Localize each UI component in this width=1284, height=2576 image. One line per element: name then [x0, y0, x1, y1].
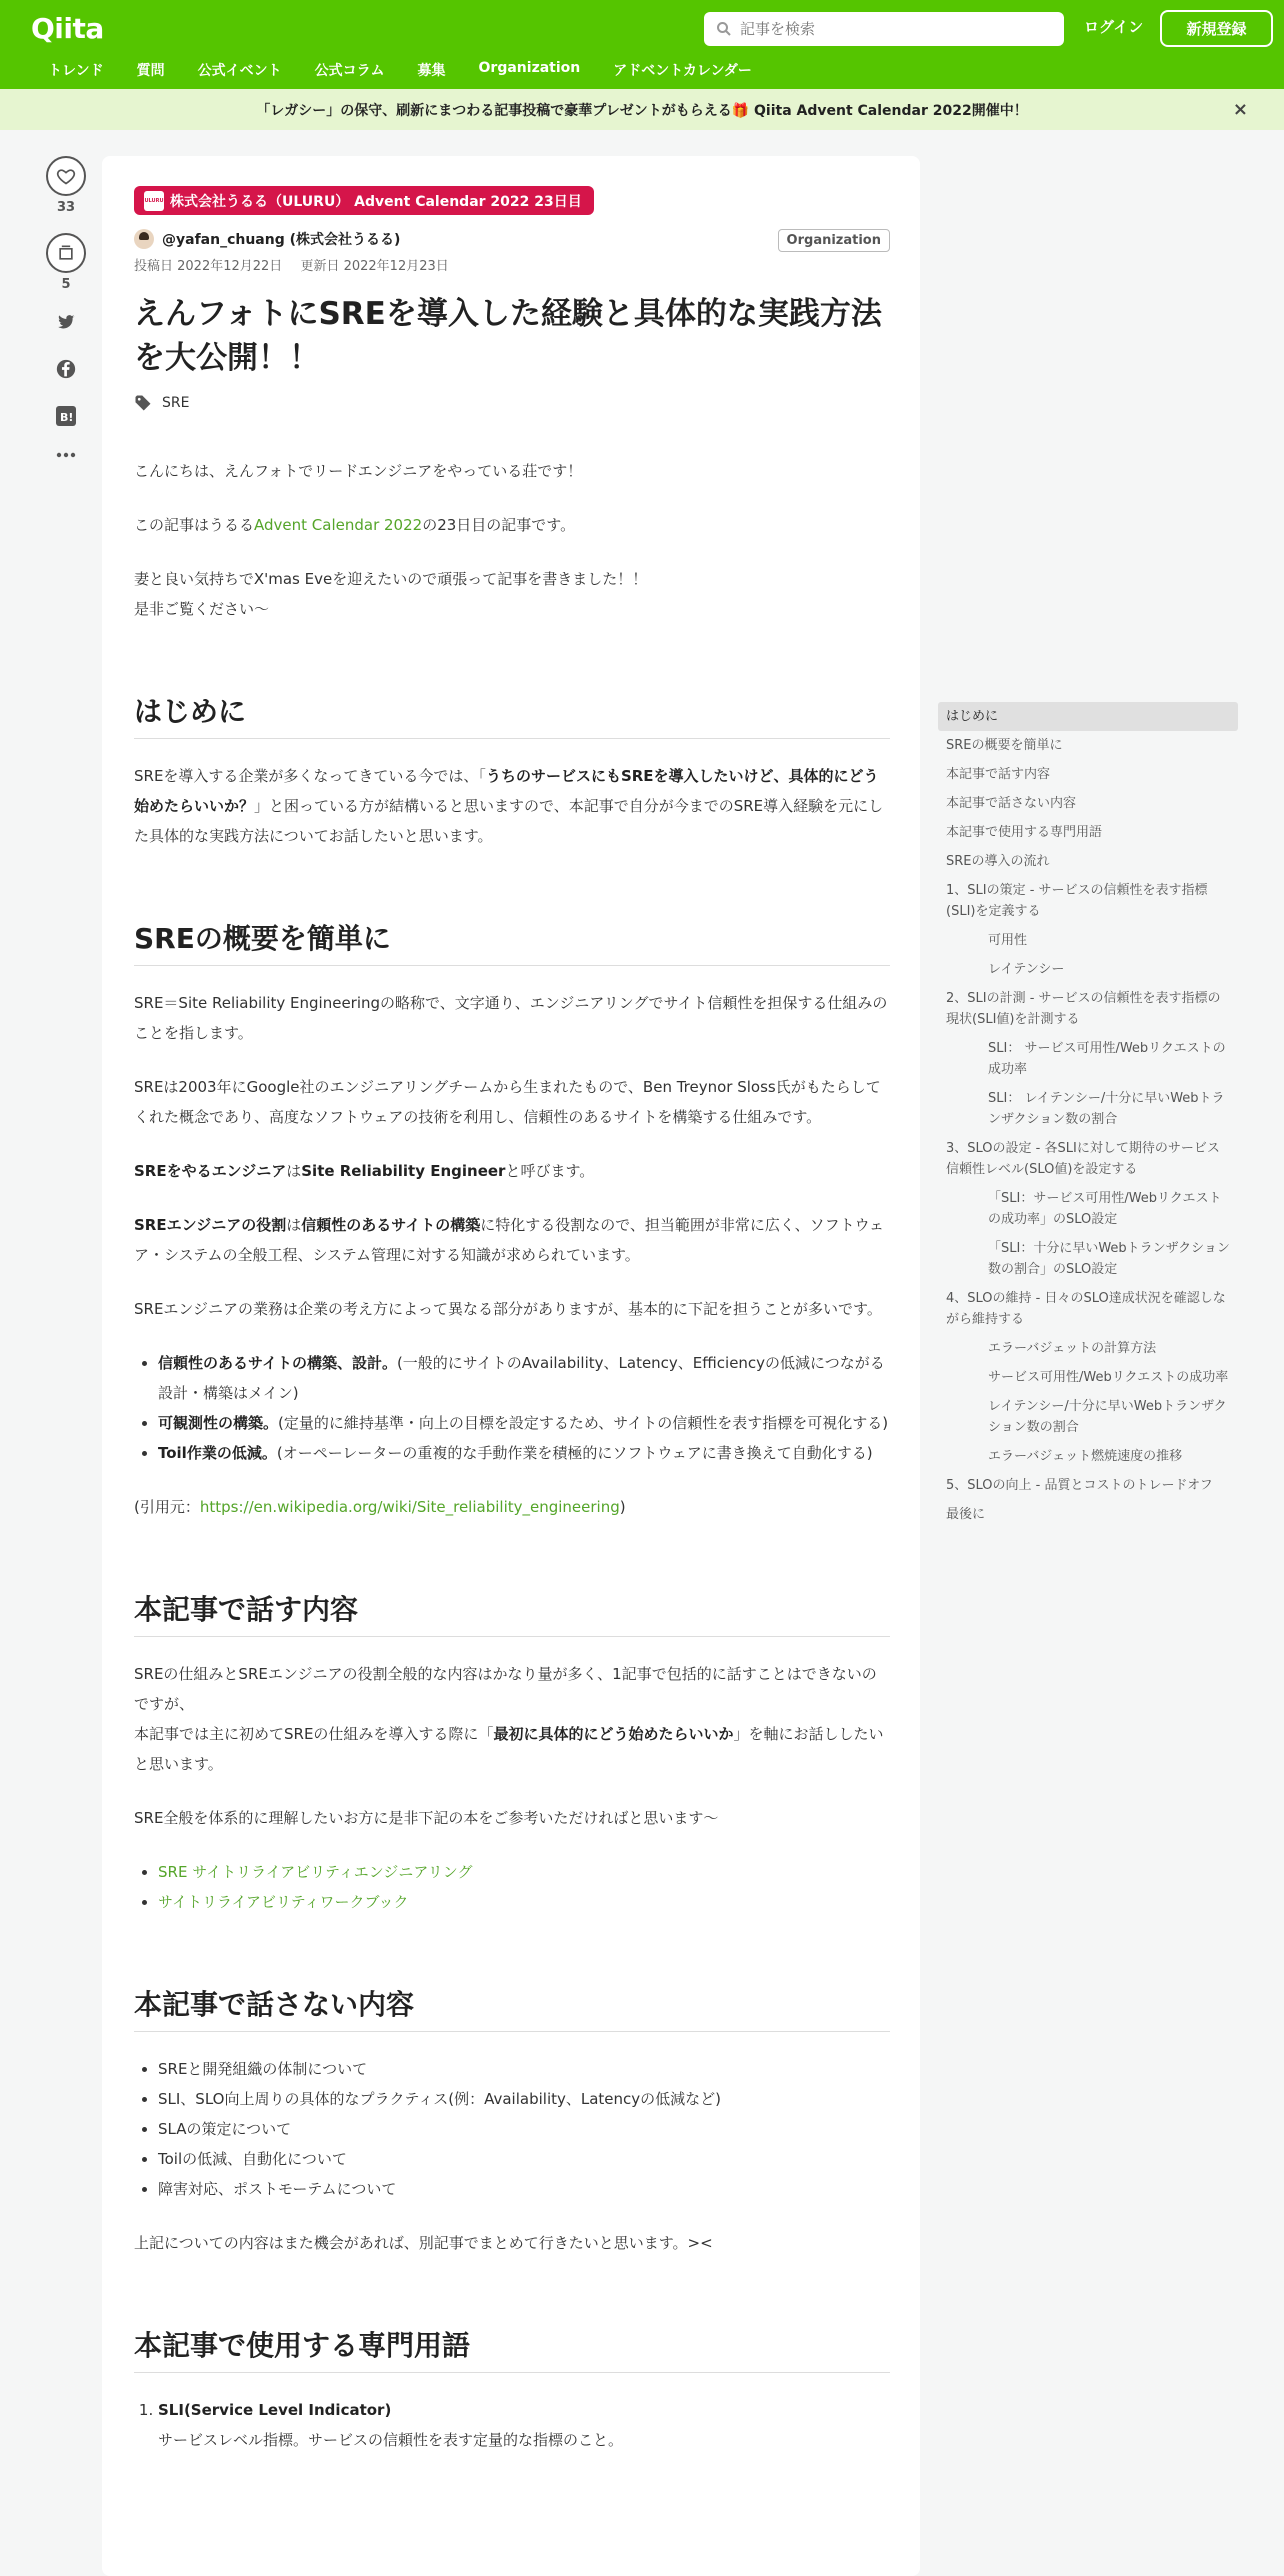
article-card	[102, 156, 920, 2576]
nav-recruit[interactable]: 募集	[417, 63, 446, 79]
overview-p2: SREは2003年にGoogle社のエンジニアリングチームから生まれたもので、Ben Treynor Sloss氏がもたらしてくれた概念であり、高度なソフトウェアの技術を利用し、信頼性のあるサイトを構築する仕組みです。	[134, 1078, 881, 1126]
twitter-share-icon[interactable]	[44, 312, 88, 332]
article-dates	[134, 255, 890, 274]
toc-item[interactable]: エラーバジェット燃焼速度の推移	[988, 1449, 1183, 1464]
toc-item[interactable]: レイテンシー	[988, 962, 1065, 977]
author-name[interactable]: @yafan_chuang (株式会社うるる)	[162, 232, 401, 248]
citation: (引用元：https://en.wikipedia.org/wiki/Site_reliability_engineering)	[134, 1498, 626, 1516]
site-header	[0, 0, 1284, 89]
intro-xmas: 妻と良い気持ちでX'mas Eveを迎えたいので頑張って記事を書きました！！ 是非ご覧ください〜	[134, 570, 648, 618]
updated-date: 更新日 2022年12月23日	[300, 259, 449, 274]
list-item: • SLI、SLO向上周りの具体的なプラクティス(例：Availability、Latencyの低減など)	[158, 2084, 890, 2114]
list-item: • 可観測性の構築。(定量的に維持基準・向上の目標を設定するため、サイトの信頼性を表す指標を可視化する)	[158, 1408, 890, 1438]
tag-sre[interactable]: SRE	[162, 395, 190, 411]
toc-item[interactable]: 本記事で話す内容	[946, 767, 1051, 782]
advent-calendar-link[interactable]: Advent Calendar 2022	[254, 516, 423, 534]
login-link[interactable]: ログイン	[1084, 18, 1144, 36]
list-item: • 信頼性のあるサイトの構築、設計。(一般的にサイトのAvailability、Latency、Efficiencyの低減につながる設計・構築はメイン)	[158, 1348, 890, 1408]
list-item: • SLAの策定について	[158, 2114, 890, 2144]
toc-item[interactable]: 4、SLOの維持 - 日々のSLO達成状況を確認しながら維持する	[946, 1291, 1226, 1327]
list-item: • Toil作業の低減。(オーペーレーターの重複的な手動作業を積極的にソフトウェアに書き換えて自動化する)	[158, 1438, 890, 1468]
article-title: えんフォトにSREを導入した経験と具体的な実践方法を大公開！！	[134, 296, 882, 376]
toc-item[interactable]: 最後に	[946, 1507, 986, 1522]
overview-p1: SRE＝Site Reliability Engineeringの略称で、文字通り、エンジニアリングでサイト信頼性を担保する仕組みのことを指します。	[134, 994, 888, 1042]
list-item	[158, 1887, 890, 1917]
heading-intro: はじめに	[134, 692, 890, 739]
heading-topics: 本記事で話す内容	[134, 1590, 890, 1637]
search-box[interactable]	[704, 12, 1064, 46]
toc-item[interactable]: SREの導入の流れ	[946, 854, 1050, 869]
toc-item[interactable]: レイテンシー/十分に早いWebトランザクション数の割合	[988, 1399, 1227, 1435]
book-link-sre[interactable]: SRE サイトリライアビリティエンジニアリング	[158, 1863, 473, 1881]
tag-list	[134, 394, 890, 412]
terms-list	[158, 2395, 890, 2455]
nav-official-events[interactable]: 公式イベント	[197, 63, 282, 79]
intro-advent: この記事はうるるAdvent Calendar 2022の23日目の記事です。	[134, 516, 576, 534]
list-item: • Toilの低減、自動化について	[158, 2144, 890, 2174]
topics-p1: SREの仕組みとSREエンジニアの役割全般的な内容はかなり量が多く、1記事で包括的に話すことはできないのですが、 本記事では主に初めてSREの仕組みを導入する際に「最初に具体的にどう始めたらいいか」を軸にお話ししたいと思います。	[134, 1665, 884, 1773]
not-topics-note: 上記についての内容はまた機会があれば、別記事でまとめて行きたいと思います。><	[134, 2234, 713, 2252]
overview-p5: SREエンジニアの業務は企業の考え方によって異なる部分がありますが、基本的に下記を担うことが多いです。	[134, 1300, 882, 1318]
uluru-logo: ULURU	[144, 191, 164, 211]
avatar[interactable]	[134, 229, 154, 249]
toc-item[interactable]: サービス可用性/Webリクエストの成功率	[988, 1370, 1229, 1385]
stock-button[interactable]	[46, 233, 86, 273]
campaign-banner[interactable]	[0, 89, 1284, 130]
close-icon[interactable]: ×	[1232, 99, 1248, 120]
toc-item[interactable]: 「SLI：サービス可用性/Webリクエストの成功率」のSLO設定	[988, 1191, 1222, 1227]
toc-item[interactable]: エラーバジェットの計算方法	[988, 1341, 1157, 1356]
posted-date: 投稿日 2022年12月22日	[134, 259, 283, 274]
nav-official-column[interactable]: 公式コラム	[314, 63, 385, 79]
toc-item[interactable]: 2、SLIの計測 - サービスの信頼性を表す指標の現状(SLI値)を計測する	[946, 991, 1221, 1027]
like-button[interactable]	[46, 156, 86, 196]
heart-icon	[56, 166, 76, 186]
toc-item[interactable]: SLI： レイテンシー/十分に早いWebトランザクション数の割合	[988, 1091, 1225, 1127]
tag-icon	[134, 394, 152, 412]
toc-item[interactable]: 5、SLOの向上 - 品質とコストのトレードオフ	[946, 1478, 1213, 1493]
wikipedia-link[interactable]: https://en.wikipedia.org/wiki/Site_reliability_engineering	[199, 1498, 620, 1516]
heading-terms: 本記事で使用する専門用語	[134, 2326, 890, 2373]
stock-count: 5	[61, 277, 71, 292]
nav-questions[interactable]: 質問	[136, 63, 165, 79]
qiita-logo[interactable]: Qiita	[31, 12, 104, 45]
toc-item[interactable]: SLI： サービス可用性/Webリクエストの成功率	[988, 1041, 1226, 1077]
author-row	[134, 229, 890, 249]
list-item: • SREと開発組織の体制について	[158, 2054, 890, 2084]
toc-item[interactable]: 可用性	[988, 933, 1028, 948]
stock-folder-icon	[56, 243, 76, 263]
book-links	[158, 1857, 890, 1917]
hatena-bookmark-icon[interactable]	[44, 406, 88, 426]
advent-calendar-badge[interactable]	[134, 186, 594, 215]
advent-calendar-label[interactable]: 株式会社うるる（ULURU） Advent Calendar 2022 23日目	[170, 193, 582, 210]
more-options-icon[interactable]	[44, 452, 88, 458]
article-body	[134, 456, 890, 2455]
toc-item[interactable]: SREの概要を簡単に	[946, 738, 1063, 753]
toc-item[interactable]: 「SLI：十分に早いWebトランザクション数の割合」のSLO設定	[988, 1241, 1230, 1277]
list-item	[158, 1857, 890, 1887]
toc-item[interactable]: 3、SLOの設定 - 各SLIに対して期待のサービス信頼性レベル(SLO値)を設定する	[946, 1141, 1220, 1177]
organization-badge[interactable]: Organization	[778, 229, 890, 252]
sre-duties-list	[158, 1348, 890, 1468]
intro-greeting: こんにちは、えんフォトでリードエンジニアをやっている荘です！	[134, 462, 583, 480]
search-icon	[716, 21, 732, 37]
heading-overview: SREの概要を簡単に	[134, 919, 890, 966]
nav-advent-calendar[interactable]: アドベントカレンダー	[613, 63, 752, 79]
signup-button[interactable]: 新規登録	[1160, 10, 1273, 47]
like-count: 33	[56, 200, 76, 215]
list-item: 1. SLI(Service Level Indicator) サービスレベル指標。サービスの信頼性を表す定量的な指標のこと。	[158, 2395, 890, 2455]
toc-item[interactable]: 本記事で使用する専門用語	[946, 825, 1103, 840]
toc-item[interactable]: はじめに	[938, 702, 1238, 731]
article-action-rail	[44, 156, 88, 458]
toc-item[interactable]: 本記事で話さない内容	[946, 796, 1077, 811]
svg-text:B!: B!	[60, 411, 74, 424]
topics-p2: SRE全般を体系的に理解したいお方に是非下記の本をご参考いただければと思います〜	[134, 1809, 719, 1827]
overview-p3: SREをやるエンジニアはSite Reliability Engineerと呼びます。	[134, 1162, 595, 1180]
table-of-contents	[938, 702, 1238, 1529]
search-input[interactable]	[740, 20, 1040, 38]
toc-item[interactable]: 1、SLIの策定 - サービスの信頼性を表す指標(SLI)を定義する	[946, 883, 1208, 919]
not-topics-list	[158, 2054, 890, 2204]
intro-paragraph: SREを導入する企業が多くなってきている今では、「うちのサービスにもSREを導入したいけど、具体的にどう始めたらいいか？」と困っている方が結構いると思いますので、本記事で自分が今までのSRE導入経験を元にした具体的な実践方法についてお話したいと思います。	[134, 767, 884, 845]
nav-trend[interactable]: トレンド	[48, 63, 104, 79]
global-nav	[48, 60, 785, 80]
overview-p4: SREエンジニアの役割は信頼性のあるサイトの構築に特化する役割なので、担当範囲が非常に広く、ソフトウェア・システムの全般工程、システム管理に対する知識が求められています。	[134, 1216, 885, 1264]
book-link-workbook[interactable]: サイトリライアビリティワークブック	[158, 1893, 409, 1911]
banner-text[interactable]: 「レガシー」の保守、刷新にまつわる記事投稿で豪華プレゼントがもらえる🎁 Qiita Advent Calendar 2022開催中！	[256, 102, 1028, 119]
list-item: • 障害対応、ポストモーテムについて	[158, 2174, 890, 2204]
nav-organization[interactable]: Organization	[478, 60, 581, 76]
heading-not-topics: 本記事で話さない内容	[134, 1985, 890, 2032]
facebook-share-icon[interactable]	[44, 358, 88, 380]
